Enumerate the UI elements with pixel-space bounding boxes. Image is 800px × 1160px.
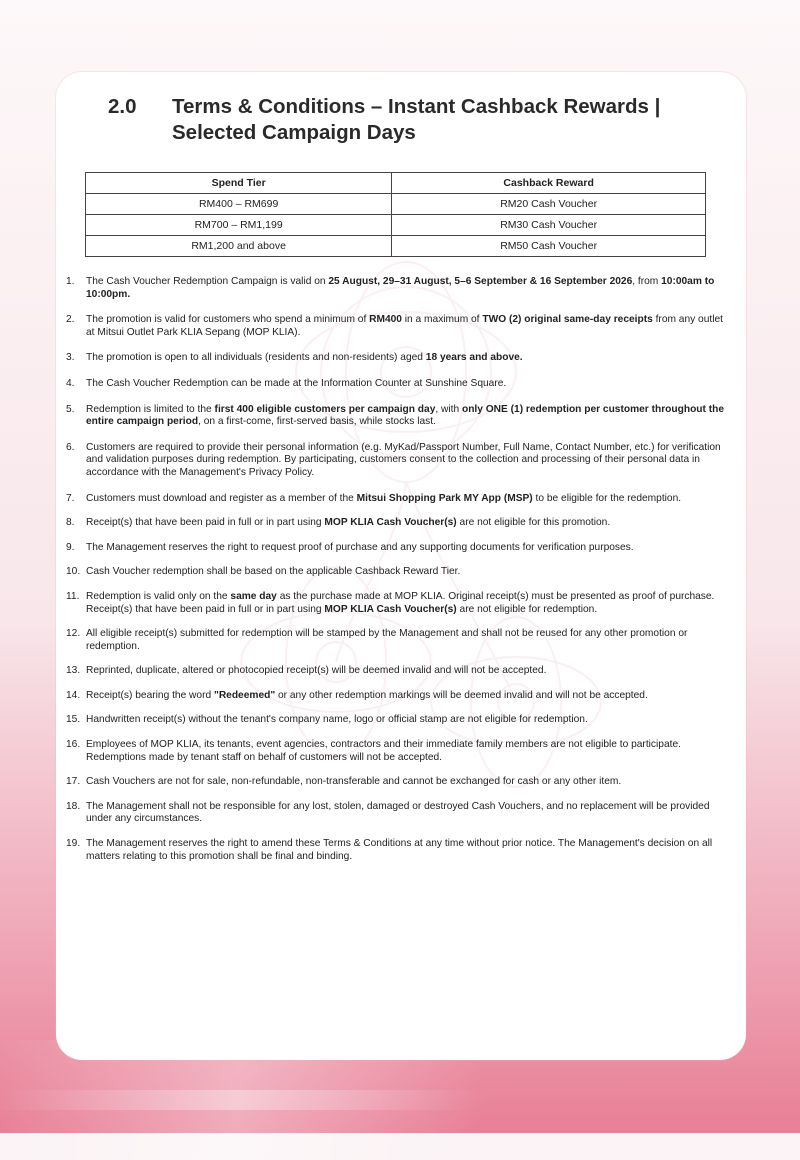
table-row (86, 215, 706, 236)
term-item (66, 714, 731, 727)
header-cashback-reward: Cashback Reward (392, 173, 706, 194)
term-text: The promotion is valid for customers who spend a minimum of RM400 in a maximum of TWO (2) original same-day receipts from any outlet at Mitsui Outlet Park KLIA Sepang (MOP KLIA). (86, 314, 723, 338)
cashback-tier-table (85, 172, 706, 257)
term-text: Reprinted, duplicate, altered or photocopied receipt(s) will be deemed invalid and will not be accepted. (86, 665, 547, 677)
term-item (66, 314, 731, 339)
term-number: 9. (66, 541, 75, 553)
term-item (66, 352, 731, 365)
table-row (86, 194, 706, 215)
term-text: Employees of MOP KLIA, its tenants, event agencies, contractors and their immediate family members are not eligible to participate. Redemptions made by tenant staff on behalf of customers will not be accepted. (86, 739, 681, 763)
term-item (66, 493, 731, 506)
term-text: Cash Vouchers are not for sale, non-refundable, non-transferable and cannot be exchanged for cash or any other item. (86, 776, 622, 788)
term-number: 2. (66, 314, 75, 326)
term-number: 17. (66, 776, 81, 788)
term-item (66, 665, 731, 678)
section-number: 2.0 (108, 95, 137, 118)
term-text: Receipt(s) that have been paid in full or in part using MOP KLIA Cash Voucher(s) are not eligible for this promotion. (86, 517, 611, 529)
content-card (56, 72, 746, 1060)
term-number: 4. (66, 377, 75, 389)
term-item (66, 542, 731, 555)
term-item (66, 566, 731, 579)
background-streak (0, 1090, 800, 1160)
term-number: 14. (66, 689, 81, 701)
term-text: The Management shall not be responsible for any lost, stolen, damaged or destroyed Cash Vouchers, and no replacement will be provided under any circumstances. (86, 800, 710, 825)
term-number: 15. (66, 714, 81, 726)
cashback-reward-cell: RM30 Cash Voucher (392, 215, 706, 236)
spend-tier-cell: RM700 – RM1,199 (86, 215, 392, 236)
spend-tier-cell: RM1,200 and above (86, 236, 392, 257)
term-text: The Cash Voucher Redemption can be made at the Information Counter at Sunshine Square. (86, 377, 507, 389)
term-item (66, 739, 731, 764)
term-number: 1. (66, 276, 75, 287)
cashback-reward-cell: RM20 Cash Voucher (392, 194, 706, 215)
term-number: 5. (66, 403, 75, 415)
term-item (66, 628, 731, 653)
term-item (66, 442, 731, 480)
header-spend-tier: Spend Tier (86, 173, 392, 194)
term-number: 12. (66, 628, 81, 640)
term-item (66, 517, 731, 530)
term-text: The Management reserves the right to amend these Terms & Conditions at any time without prior notice. The Management's decision on all matters relating to this promotion shall be final and binding. (86, 838, 713, 862)
term-item (66, 801, 731, 826)
term-number: 3. (66, 352, 75, 364)
term-item (66, 690, 731, 703)
term-text: The Cash Voucher Redemption Campaign is valid on 25 August, 29–31 August, 5–6 September & 16 September 2026, from 10:00am to 10:00pm. (86, 276, 715, 300)
term-text: Receipt(s) bearing the word "Redeemed" or any other redemption markings will be deemed invalid and will not be accepted. (86, 689, 648, 701)
term-item (66, 378, 731, 391)
term-number: 11. (66, 590, 80, 602)
term-text: The Management reserves the right to request proof of purchase and any supporting documents for verification purposes. (86, 541, 634, 553)
term-text: The promotion is open to all individuals (residents and non-residents) aged 18 years and above. (86, 352, 523, 364)
term-text: All eligible receipt(s) submitted for redemption will be stamped by the Management and shall not be reused for any other promotion or redemption. (86, 628, 688, 652)
cashback-reward-cell: RM50 Cash Voucher (392, 236, 706, 257)
spend-tier-cell: RM400 – RM699 (86, 194, 392, 215)
term-item (66, 776, 731, 789)
terms-list (66, 276, 731, 863)
term-number: 7. (66, 492, 75, 504)
term-number: 18. (66, 800, 81, 812)
term-number: 13. (66, 665, 81, 677)
section-title: Terms & Conditions – Instant Cashback Rewards | Selected Campaign Days (172, 95, 661, 144)
term-number: 8. (66, 517, 75, 529)
term-text: Redemption is valid only on the same day as the purchase made at MOP KLIA. Original receipt(s) must be presented as proof of purchase. Receipt(s) that have been paid in full or in part using MOP KLIA Cash Voucher(s) are not eligible for redemption. (86, 590, 715, 615)
term-number: 19. (66, 838, 81, 850)
table-row (86, 236, 706, 257)
term-item (66, 838, 731, 863)
term-text: Redemption is limited to the first 400 eligible customers per campaign day, with only ONE (1) redemption per customer throughout the entire campaign period, on a first-come, first-served basis, while stocks last. (86, 403, 725, 428)
term-text: Handwritten receipt(s) without the tenant's company name, logo or official stamp are not eligible for redemption. (86, 714, 588, 726)
term-text: Customers must download and register as a member of the Mitsui Shopping Park MY App (MSP) to be eligible for the redemption. (86, 492, 682, 504)
term-item (66, 276, 731, 301)
table-header-row (86, 173, 706, 194)
term-item (66, 591, 731, 616)
term-number: 10. (66, 566, 81, 578)
term-text: Customers are required to provide their personal information (e.g. MyKad/Passport Number, Full Name, Contact Number, etc.) for verification and validation purposes during redemption. By participating, customers consent to the collection and processing of their personal data in accordance with the Management's Privacy Policy. (86, 441, 721, 478)
term-number: 6. (66, 441, 75, 453)
term-text: Cash Voucher redemption shall be based on the applicable Cashback Reward Tier. (86, 566, 461, 578)
term-item (66, 404, 731, 429)
term-number: 16. (66, 739, 81, 751)
